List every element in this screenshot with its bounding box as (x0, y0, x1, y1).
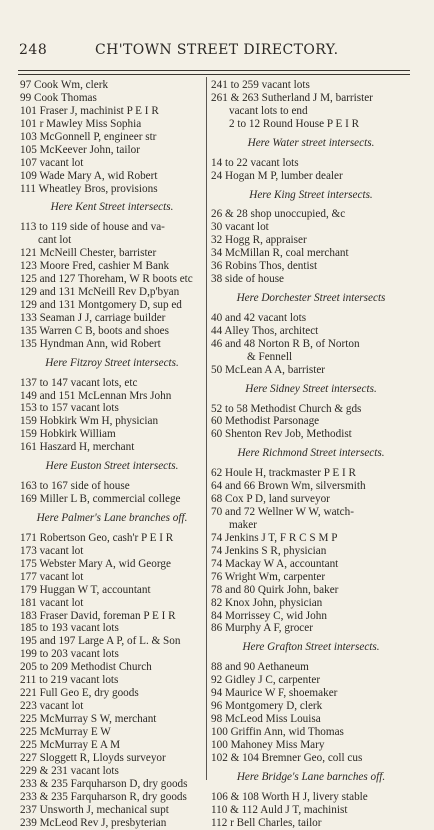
section-heading: Here Sidney Street intersects. (245, 382, 377, 395)
directory-entry: 171 Robertson Geo, cash'r P E I R (20, 531, 174, 544)
section-heading: Here Fitzroy Street intersects. (45, 356, 179, 369)
directory-entry: 38 side of house (211, 273, 285, 286)
entry-continuation: vacant lots to end (229, 104, 308, 117)
directory-entry: 159 Hobkirk William (20, 428, 116, 441)
entry-continuation: 2 to 12 Round House P E I R (229, 117, 360, 130)
directory-entry: 129 and 131 Montgomery D, sup ed (20, 298, 182, 311)
entry-continuation: cant lot (38, 234, 72, 247)
directory-entry: 82 Knox John, physician (211, 596, 323, 609)
directory-entry: 92 Gidley J C, carpenter (211, 674, 321, 687)
directory-entry: 261 & 263 Sutherland J M, barrister (211, 91, 373, 104)
directory-entry: 62 Houle H, trackmaster P E I R (211, 467, 356, 480)
section-heading: Here Richmond Street intersects. (237, 447, 385, 460)
section-heading: Here Dorchester Street intersects (236, 292, 386, 305)
directory-entry: 97 Cook Wm, clerk (20, 79, 109, 91)
directory-entry: 110 & 112 Auld J T, machinist (211, 803, 348, 816)
directory-entry: 32 Hogg R, appraiser (211, 234, 307, 247)
directory-entry: 101 r Mawley Miss Sophia (20, 117, 142, 130)
directory-entry: 74 Jenkins S R, physician (211, 544, 327, 557)
directory-entry: 241 to 259 vacant lots (211, 79, 310, 91)
directory-entry: 239 McLeod Rev J, presbyterian (20, 816, 167, 829)
directory-entry: 225 McMurray E A M (20, 738, 121, 751)
directory-entry: 173 vacant lot (20, 544, 84, 557)
directory-entry: 179 Huggan W T, accountant (20, 583, 151, 596)
directory-entry: 70 and 72 Wellner W W, watch- (211, 506, 354, 519)
directory-entry: 76 Wright Wm, carpenter (211, 570, 326, 583)
page-header (0, 0, 434, 60)
header-rule-top (18, 70, 410, 71)
directory-entry: 74 Mackay W A, accountant (211, 557, 339, 570)
entry-continuation: maker (229, 518, 257, 531)
directory-entry: 36 Robins Thos, dentist (211, 260, 318, 273)
directory-entry: 121 McNeill Chester, barrister (20, 247, 157, 260)
section-heading: Here Kent Street intersects. (50, 201, 174, 214)
directory-entry: 14 to 22 vacant lots (211, 156, 299, 169)
directory-entry: 199 to 203 vacant lots (20, 648, 119, 661)
directory-entry: 112 r Bell Charles, tailor (211, 816, 322, 829)
directory-entry: 135 Hyndman Ann, wid Robert (20, 337, 161, 350)
directory-entry: 211 to 219 vacant lots (20, 674, 119, 687)
directory-entry: 100 Mahoney Miss Mary (211, 738, 325, 751)
directory-entry: 68 Cox P D, land surveyor (211, 493, 330, 506)
directory-entry: 221 Full Geo E, dry goods (20, 687, 139, 700)
directory-entry: 46 and 48 Norton R B, of Norton (211, 337, 360, 350)
directory-entry: 153 to 157 vacant lots (20, 402, 119, 415)
directory-entry: 225 McMurray S W, merchant (20, 713, 157, 725)
directory-entry: 50 McLean A A, barrister (211, 363, 326, 376)
directory-entry: 149 and 151 McLennan Mrs John (20, 389, 172, 402)
directory-entry: 40 and 42 vacant lots (211, 311, 307, 324)
page-number: 248 (19, 42, 48, 58)
directory-entry: 99 Cook Thomas (20, 91, 97, 104)
directory-entry: 44 Alley Thos, architect (211, 324, 319, 337)
directory-entry: 123 Moore Fred, cashier M Bank (20, 260, 170, 273)
column-divider (206, 77, 207, 780)
directory-entry: 227 Sloggett R, Lloyds surveyor (20, 751, 166, 764)
directory-entry: 233 & 235 Farquharson R, dry goods (20, 790, 187, 803)
directory-entry: 175 Webster Mary A, wid George (20, 557, 171, 570)
directory-entry: 135 Warren C B, boots and shoes (20, 324, 169, 337)
directory-entry: 64 and 66 Brown Wm, silversmith (211, 480, 366, 493)
directory-entry: 26 & 28 shop unoccupied, &c (211, 208, 346, 221)
directory-entry: 60 Methodist Parsonage (211, 415, 320, 428)
entry-continuation: & Fennell (247, 350, 293, 363)
directory-entry: 78 and 80 Quirk John, baker (211, 583, 339, 596)
header-rule-bottom (18, 74, 410, 75)
directory-entry: 129 and 131 McNeill Rev D,p'byan (20, 286, 180, 299)
directory-entry: 52 to 58 Methodist Church & gds (211, 402, 362, 415)
directory-entry: 100 Griffin Ann, wid Thomas (211, 725, 344, 738)
directory-entry: 111 Wheatley Bros, provisions (20, 182, 158, 195)
directory-entry: 102 & 104 Bremner Geo, coll cus (211, 751, 363, 764)
directory-entry: 169 Miller L B, commercial college (20, 493, 181, 506)
directory-entry: 74 Jenkins J T, F R C S M P (211, 531, 338, 544)
directory-entry: 60 Shenton Rev Job, Methodist (211, 428, 352, 441)
directory-entry: 229 & 231 vacant lots (20, 764, 119, 777)
directory-entry: 185 to 193 vacant lots (20, 622, 119, 635)
directory-entry: 84 Morrissey C, wid John (211, 609, 327, 622)
section-heading: Here Water street intersects. (247, 136, 375, 149)
directory-entry: 137 to 147 vacant lots, etc (20, 376, 138, 389)
section-heading: Here Euston Street intersects. (45, 460, 179, 473)
directory-entry: 109 Wade Mary A, wid Robert (20, 169, 158, 182)
directory-entry: 86 Murphy A F, grocer (211, 622, 313, 635)
directory-entry: 223 vacant lot (20, 700, 84, 713)
directory-entry: 237 Unsworth J, mechanical supt (20, 803, 169, 816)
section-heading: Here Bridge's Lane barnches off. (236, 770, 386, 783)
directory-entry: 107 vacant lot (20, 156, 84, 169)
section-heading: Here King Street intersects. (249, 188, 373, 201)
directory-entry: 125 and 127 Thoreham, W R boots etc (20, 273, 193, 286)
page-title: CH'TOWN STREET DIRECTORY. (95, 42, 339, 58)
directory-entry: 113 to 119 side of house and va- (20, 221, 165, 234)
directory-entry: 105 McKeever John, tailor (20, 143, 140, 156)
directory-entry: 88 and 90 Aethaneum (211, 661, 309, 674)
directory-entry: 205 to 209 Methodist Church (20, 661, 152, 674)
directory-entry: 161 Haszard H, merchant (20, 441, 135, 454)
left-column (20, 79, 204, 829)
section-heading: Here Palmer's Lane branches off. (36, 511, 188, 524)
directory-entry: 195 and 197 Large A P, of L. & Son (20, 635, 181, 648)
directory-entry: 98 McLeod Miss Louisa (211, 713, 321, 726)
directory-entry: 101 Fraser J, machinist P E I R (20, 104, 159, 117)
directory-entry: 103 McGonnell P, engineer str (20, 130, 157, 143)
directory-entry: 225 McMurray E W (20, 725, 111, 738)
directory-entry: 177 vacant lot (20, 570, 84, 583)
directory-entry: 96 Montgomery D, clerk (211, 700, 323, 713)
directory-entry: 34 McMillan R, coal merchant (211, 247, 349, 260)
directory-entry: 159 Hobkirk Wm H, physician (20, 415, 159, 428)
directory-entry: 183 Fraser David, foreman P E I R (20, 609, 176, 622)
directory-entry: 233 & 235 Farquharson D, dry goods (20, 777, 188, 790)
directory-entry: 24 Hogan M P, lumber dealer (211, 169, 343, 182)
directory-entry: 106 & 108 Worth H J, livery stable (211, 790, 368, 803)
directory-entry: 30 vacant lot (211, 221, 269, 234)
directory-entry: 163 to 167 side of house (20, 480, 130, 493)
right-column (211, 79, 411, 829)
directory-entry: 94 Maurice W F, shoemaker (211, 687, 338, 700)
section-heading: Here Grafton Street intersects. (242, 641, 380, 654)
directory-entry: 181 vacant lot (20, 596, 84, 609)
directory-entry: 133 Seaman J J, carriage builder (20, 311, 166, 324)
